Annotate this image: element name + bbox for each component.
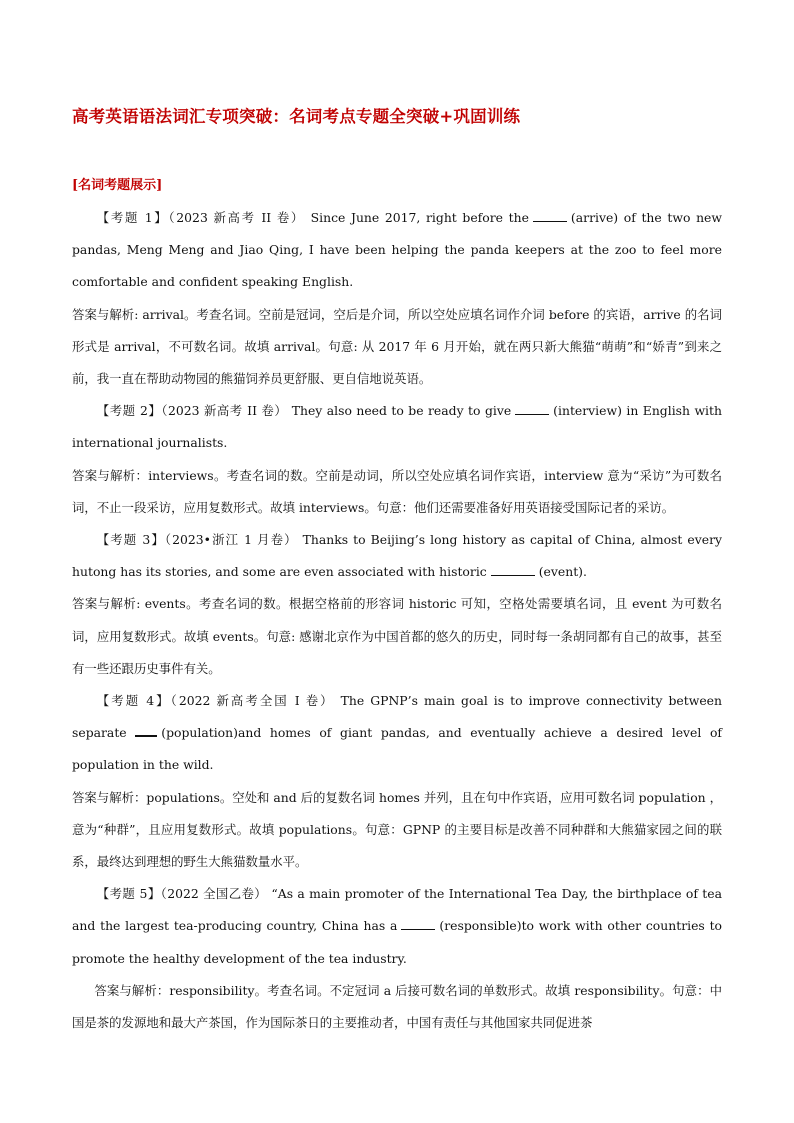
question-text: (population)and homes of giant pandas, and eventually achieve a desired level of population in the wild. (72, 725, 722, 773)
question-text: 【考题 4】（2022 新高考全国 I 卷） The GPNP’s main goal is to improve connectivity between separate (72, 693, 722, 741)
answer-blank (491, 563, 535, 576)
section-heading: [名词考题展示] (72, 178, 163, 193)
question-text: (interview) in English with international journalists. (72, 403, 722, 451)
answer-2: 答案与解析：interviews。考查名词的数。空前是动词，所以空处应填名词作宾语，interview 意为“采访”为可数名词，不止一段采访，应用复数形式。故填 interviews。句意：他们还需要准备好用英语接受国际记者的采访。 (72, 467, 722, 515)
document-body (72, 202, 722, 1039)
question-text: (arrive) of the two new pandas, Meng Meng and Jiao Qing, I have been helping the panda keepers at the zoo to feel more comfortable and confident speaking English. (72, 210, 722, 290)
answer-blank (533, 209, 567, 222)
question-3 (72, 524, 722, 588)
question-4 (72, 685, 722, 782)
answer-blank (135, 723, 157, 737)
answer-5: 答案与解析：responsibility。考查名词。不定冠词 a 后接可数名词的单数形式。故填 responsibility。句意：中国是茶的发源地和最大产茶国，作为国际茶日的主要推动者，中国有责任与其他国家共同促进茶 (72, 982, 722, 1031)
question-text: (responsible)to work with other countries to promote the healthy development of the tea industry. (72, 918, 723, 966)
question-text: 【考题 5】（2022 全国乙卷） “As a main promoter of the International Tea Day, the birthplace of tea and the largest tea-producing country, China has a (72, 886, 722, 934)
question-text: 【考题 1】（2023 新高考 II 卷） Since June 2017, right before the (96, 210, 529, 225)
question-1 (72, 202, 722, 299)
question-2 (72, 395, 722, 459)
answer-blank (515, 402, 549, 415)
answer-blank (401, 917, 435, 930)
answer-1: 答案与解析: arrival。考查名词。空前是冠词，空后是介词，所以空处应填名词作介词 before 的宾语，arrive 的名词形式是 arrival，不可数名词。故填 arrival。句意: 从 2017 年 6 月开始，就在两只新大熊猫“萌萌”和“娇青”到来之前，我一直在帮助动物园的熊猫饲养员更舒服、更自信地说英语。 (72, 306, 722, 387)
question-text: 【考题 2】（2023 新高考 II 卷） They also need to be ready to give (96, 403, 512, 419)
question-text: 【考题 3】（2023•浙江 1 月卷） Thanks to Beijing’s long history as capital of China, almost every hutong has its stories, and some are even associated with historic (72, 532, 722, 580)
answer-3: 答案与解析: events。考查名词的数。根据空格前的形容词 historic 可知，空格处需要填名词，且 event 为可数名词，应用复数形式。故填 events。句意: 感谢北京作为中国首都的悠久的历史，同时每一条胡同都有自己的故事，甚至有一些还跟历史事件有关。 (72, 596, 722, 676)
question-5 (72, 878, 722, 975)
question-text: (event). (538, 564, 587, 580)
document-title: 高考英语语法词汇专项突破：名词考点专题全突破+巩固训练 (72, 107, 521, 126)
answer-4: 答案与解析：populations。空处和 and 后的复数名词 homes 并列，且在句中作宾语，应用可数名词 population ，意为“种群”，且应用复数形式。故填 populations。句意：GPNP 的主要目标是改善不同种群和大熊猫家园之间的联系，最终达到理想的野生大熊猫数量水平。 (72, 789, 722, 870)
